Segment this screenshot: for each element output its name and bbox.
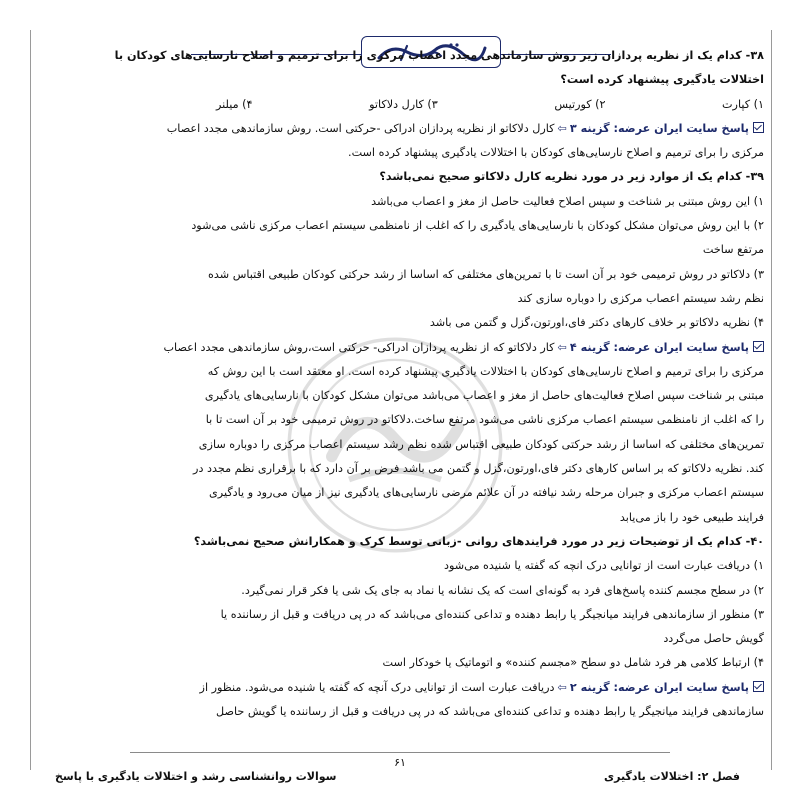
answer-text: کار دلاکاتو که از نظریه پردازان ادراکی- حرکتی است،روش سازماندهی مجدد اعصاب [163,340,555,354]
body-text-line: سیستم اعصاب مرکزی و جبران مرحله رشد نیافته در آن علائم مرضی نارسایی‌های یادگیری نیز از میان می‌رود و یادگیری [209,486,764,500]
body-text-line: نظم رشد سیستم اعصاب مرکزی را دوباره سازی کند [517,291,764,305]
body-text-line: ۳) دلاکاتو در روش ترمیمی خود بر آن است تا با تمرین‌های مختلفی که اساسا از رشد حرکتی کودکان طبیعی اقتباس شده [208,267,764,281]
book-title: سوالات روانشناسی رشد و اختلالات یادگیری با پاسخ [55,770,337,783]
answer-option: ۴) میلنر [216,97,253,111]
body-text-line: ۴) ارتباط کلامی هر فرد شامل دو سطح «مجسم کننده» و اتوماتیک یا خودکار است [382,656,764,670]
body-text-line: سازماندهی فرایند میانجیگر یا رابط دهنده و تداعی کننده‌ای می‌باشد که در پی دریافت و قبل از رساننده یا گویش حاصل [216,705,764,719]
body-text-line: ۳) منظور از سازماندهی فرایند میانجیگر یا رابط دهنده و تداعی کننده‌ای می‌باشد که در پی دریافت و قبل از رساننده یا [220,607,764,621]
body-text-line: ۲) در سطح مجسم کننده پاسخ‌های فرد به گونه‌ای است که یک نشانه یا نماد به جای یک شی یا فکر قرار نمی‌گیرد. [241,583,764,597]
answer-line [36,117,764,141]
body-text-line: کند. نظریه دلاکاتو که بر اساس کارهای دکتر فای،اورتون،گزل و گتمن می باشد فرض بر آن دارد که با برقراری نظم مجدد در [193,462,764,476]
body-text-line: مبتنی بر شناخت سپس اصلاح فعالیت‌های حاصل از مغز و اعصاب می‌باشد می‌توان مشکل کودکان با نارسایی‌های یادگیری [204,389,764,403]
answer-text: دریافت عبارت است از توانایی درک آنچه که گفته یا شنیده می‌شود. منظور از [199,680,555,694]
body-text-line: ۱) دریافت عبارت است از توانایی درک انچه که گفته یا شنیده می‌شود [444,559,764,573]
checkbox-icon [753,122,764,133]
body-text-line: مرکزی را برای ترمیم و اصلاح نارسایی‌های کودکان با اختلالات یادگیری پیشنهاد کرده است. او معتقد است با این روش که [207,364,764,378]
answer-label: پاسخ سایت ایران عرضه: گزینه ۳ [569,121,749,135]
body-text-line: ۱) این روش مبتنی بر شناخت و سپس اصلاح فعالیت حاصل از مغز و اعصاب می‌باشد [371,194,764,208]
body-text-line: مرکزی را برای ترمیم و اصلاح نارسایی‌های کودکان با اختلالات یادگیری پیشنهاد کرده است. [348,146,764,160]
footer-rule [130,752,670,753]
body-text-line: را که اغلب از نامنظمی سیستم اعصاب مرکزی ناشی می‌شود مرتفع ساخت.دلاکاتو در روش ترمیمی خود بر آن است تا با [205,413,764,427]
body-text-line: گویش حاصل می‌گردد [663,632,764,646]
answer-line [36,336,764,360]
document-body [36,44,764,724]
chapter-title: فصل ۲: اختلالات یادگیری [604,770,740,783]
body-text-line: مرتفع ساخت [702,243,764,257]
question-text: اختلالات یادگیری پیشنهاد کرده است؟ [560,73,764,87]
answer-option: ۳) کارل دلاکاتو [369,97,438,111]
question-text: ۴۰- کدام یک از توضیحات زیر در مورد فرایندهای روانی -زبانی توسط کرک و همکارانش صحیح نمی‌باشد؟ [193,534,764,548]
body-text-line: فرایند طبیعی خود را باز می‌یابد [619,510,764,524]
page-number: ۶۱ [394,756,406,769]
arrow-icon: ⇦ [557,340,567,354]
answer-label: پاسخ سایت ایران عرضه: گزینه ۴ [569,340,749,354]
checkbox-icon [753,341,764,352]
arrow-icon: ⇦ [557,121,567,135]
question-text: ۳۸- کدام یک از نظریه پردازان زیر روش سازماندهی مجدد اعصاب مرکزی را برای ترمیم و اصلاح نارسایی‌های کودکان با [114,49,764,62]
answer-option: ۲) کورتیس [554,97,606,111]
answer-options [36,93,764,117]
question-text: ۳۹- کدام یک از موارد زیر در مورد نظریه کارل دلاکاتو صحیح نمی‌باشد؟ [379,170,764,184]
body-text-line: تمرین‌های مختلفی که اساسا از رشد حرکتی کودکان طبیعی اقتباس شده نظم رشد سیستم اعصاب مرکزی را دوباره سازی [198,437,764,451]
answer-label: پاسخ سایت ایران عرضه: گزینه ۲ [569,680,749,694]
body-text-line: ۲) با این روش می‌توان مشکل کودکان با نارسایی‌های یادگیری را که اغلب از نامنظمی سیستم اعصاب مرکزی ناشی می‌شود [191,219,764,233]
answer-option: ۱) کپارت [722,97,764,111]
checkbox-icon [753,681,764,692]
body-text-line: ۴) نظریه دلاکاتو بر خلاف کارهای دکتر فای،اورتون،گزل و گتمن می باشد [429,316,764,330]
answer-text: کارل دلاکاتو از نظریه پردازان ادراکی -حرکتی است. روش سازماندهی مجدد اعصاب [166,121,555,135]
arrow-icon: ⇦ [557,680,567,694]
answer-line [36,676,764,700]
